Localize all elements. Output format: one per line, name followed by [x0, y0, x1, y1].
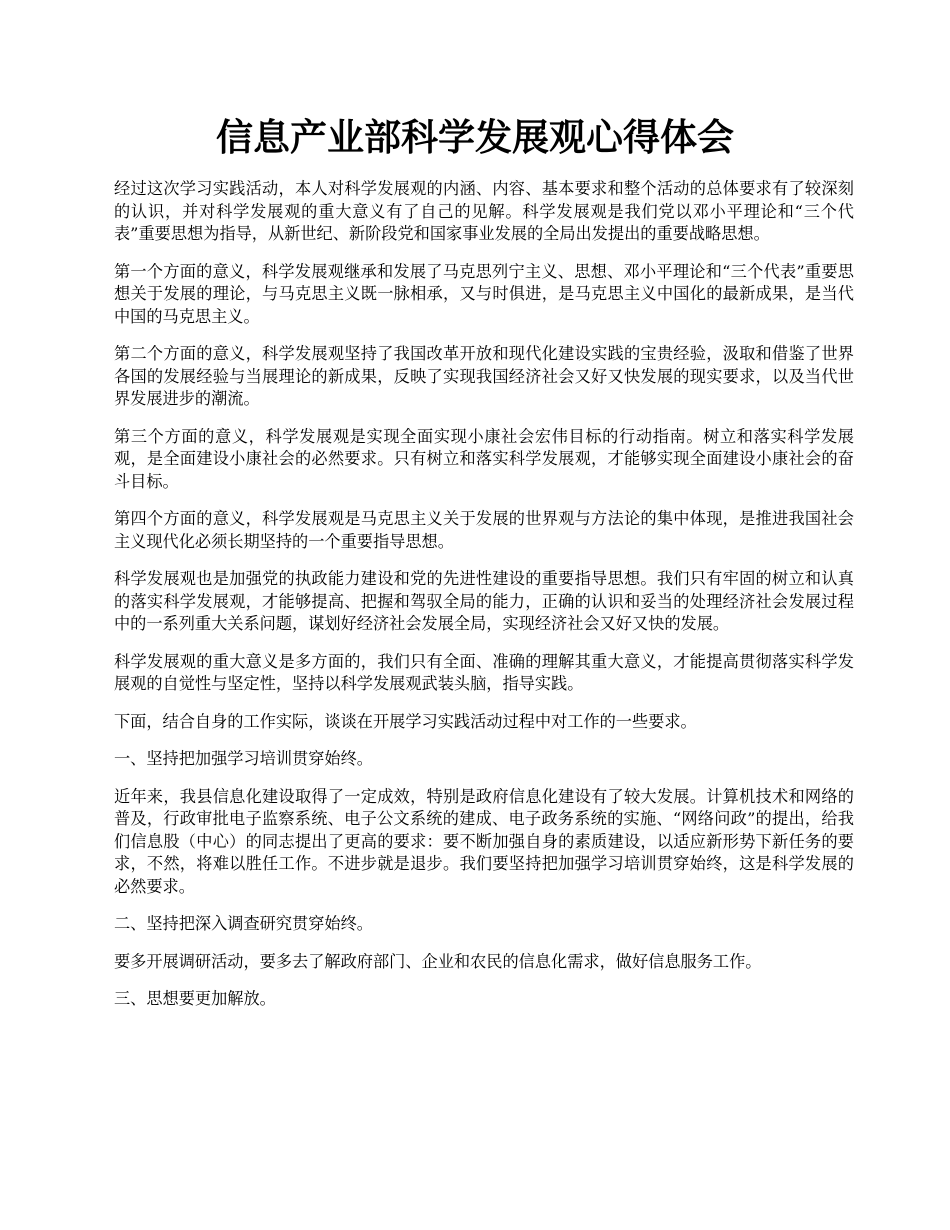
document-body [114, 178, 854, 1026]
paragraph-overall-significance: 科学发展观的重大意义是多方面的，我们只有全面、准确的理解其重大意义，才能提高贯彻落实科学发展观的自觉性与坚定性，坚持以科学发展观武装头脑，指导实践。 [114, 651, 854, 693]
section-heading-emancipation: 三、思想要更加解放。 [114, 989, 276, 1008]
document-title: 信息产业部科学发展观心得体会 [216, 115, 734, 159]
paragraph-informatization: 近年来，我县信息化建设取得了一定成效，特别是政府信息化建设有了较大发展。计算机技术和网络的普及，行政审批电子监察系统、电子公文系统的建成、电子政务系统的实施、“网络问政”的提出，给我们信息股（中心）的同志提出了更高的要求：要不断加强自身的素质建设，以适应新形势下新任务的要求，不然，将难以胜任工作。不进步就是退步。我们要坚持把加强学习培训贯穿始终，这是科学发展的必然要求。 [114, 786, 854, 896]
paragraph-work-requirements-intro: 下面，结合自身的工作实际，谈谈在开展学习实践活动过程中对工作的一些要求。 [114, 711, 697, 731]
paragraph-second-significance: 第二个方面的意义，科学发展观坚持了我国改革开放和现代化建设实践的宝贵经验，汲取和借鉴了世界各国的发展经验与当展理论的新成果，反映了实现我国经济社会又好又快发展的现实要求，以及当代世界发展进步的潮流。 [114, 344, 854, 408]
paragraph-intro: 经过这次学习实践活动，本人对科学发展观的内涵、内容、基本要求和整个活动的总体要求有了较深刻的认识，并对科学发展观的重大意义有了自己的见解。科学发展观是我们党以邓小平理论和“三个代表”重要思想为指导，从新世纪、新阶段党和国家事业发展的全局出发提出的重要战略思想。 [114, 179, 854, 243]
paragraph-party-building: 科学发展观也是加强党的执政能力建设和党的先进性建设的重要指导思想。我们只有牢固的树立和认真的落实科学发展观，才能够提高、把握和驾驭全局的能力，正确的认识和妥当的处理经济社会发展过程中的一系列重大关系问题，谋划好经济社会发展全局，实现经济社会又好又快的发展。 [114, 569, 854, 633]
paragraph-fourth-significance: 第四个方面的意义，科学发展观是马克思主义关于发展的世界观与方法论的集中体现，是推进我国社会主义现代化必须长期坚持的一个重要指导思想。 [114, 509, 854, 551]
section-heading-research: 二、坚持把深入调查研究贯穿始终。 [114, 914, 373, 933]
paragraph-research: 要多开展调研活动，要多去了解政府部门、企业和农民的信息化需求，做好信息服务工作。 [114, 951, 762, 971]
section-heading-study-training: 一、坚持把加强学习培训贯穿始终。 [114, 749, 373, 768]
paragraph-first-significance: 第一个方面的意义，科学发展观继承和发展了马克思列宁主义、思想、邓小平理论和“三个代表”重要思想关于发展的理论，与马克思主义既一脉相承，又与时俱进，是马克思主义中国化的最新成果，是当代中国的马克思主义。 [114, 261, 854, 326]
paragraph-third-significance: 第三个方面的意义，科学发展观是实现全面实现小康社会宏伟目标的行动指南。树立和落实科学发展观，是全面建设小康社会的必然要求。只有树立和落实科学发展观，才能够实现全面建设小康社会的奋斗目标。 [114, 426, 854, 491]
